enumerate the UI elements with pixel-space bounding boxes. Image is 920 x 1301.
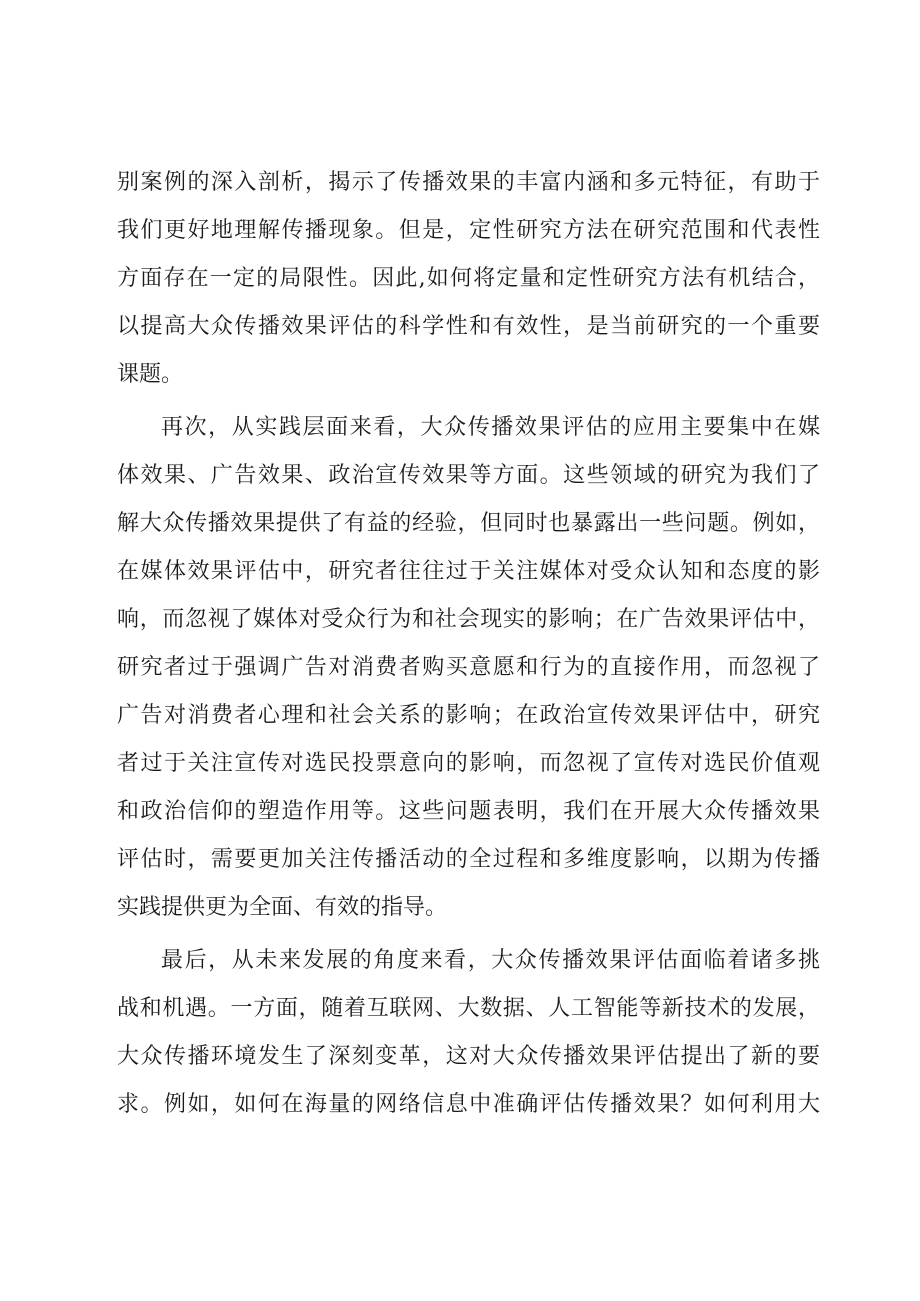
paragraph-2-line-5: 响，而忽视了媒体对受众行为和社会现实的影响；在广告效果评估中， bbox=[117, 607, 820, 632]
paragraph-3-line-1: 最后，从未来发展的角度来看，大众传播效果评估面临着诸多挑 bbox=[161, 948, 820, 973]
paragraph-2-line-10: 评估时，需要更加关注传播活动的全过程和多维度影响，以期为传播 bbox=[117, 847, 820, 872]
paragraph-2-line-1: 再次，从实践层面来看，大众传播效果评估的应用主要集中在媒 bbox=[161, 415, 820, 440]
paragraph-2-line-7: 广告对消费者心理和社会关系的影响；在政治宣传效果评估中，研究 bbox=[117, 703, 820, 728]
paragraph-2-line-3: 解大众传播效果提供了有益的经验，但同时也暴露出一些问题。例如， bbox=[117, 511, 820, 536]
paragraph-2-line-11: 实践提供更为全面、有效的指导。 bbox=[117, 895, 448, 920]
paragraph-3-line-2: 战和机遇。一方面，随着互联网、大数据、人工智能等新技术的发展， bbox=[117, 996, 820, 1021]
paragraph-2-line-9: 和政治信仰的塑造作用等。这些问题表明，我们在开展大众传播效果 bbox=[117, 799, 820, 824]
paragraph-1-line-3: 方面存在一定的局限性。因此,如何将定量和定性研究方法有机结合， bbox=[117, 266, 820, 291]
paragraph-1-line-5: 课题。 bbox=[117, 362, 184, 387]
paragraph-1-line-4: 以提高大众传播效果评估的科学性和有效性，是当前研究的一个重要 bbox=[117, 314, 820, 339]
paragraph-2-line-6: 研究者过于强调广告对消费者购买意愿和行为的直接作用，而忽视了 bbox=[117, 655, 820, 680]
paragraph-2-line-8: 者过于关注宣传对选民投票意向的影响，而忽视了宣传对选民价值观 bbox=[117, 751, 820, 776]
paragraph-2-line-2: 体效果、广告效果、政治宣传效果等方面。这些领域的研究为我们了 bbox=[117, 463, 820, 488]
paragraph-3-line-3: 大众传播环境发生了深刻变革，这对大众传播效果评估提出了新的要 bbox=[117, 1044, 820, 1069]
paragraph-3-line-4: 求。例如，如何在海量的网络信息中准确评估传播效果？如何利用大 bbox=[117, 1092, 820, 1117]
paragraph-2-line-4: 在媒体效果评估中，研究者往往过于关注媒体对受众认知和态度的影 bbox=[117, 559, 820, 584]
paragraph-1-line-2: 我们更好地理解传播现象。但是，定性研究方法在研究范围和代表性 bbox=[117, 218, 820, 243]
paragraph-1-line-1: 别案例的深入剖析，揭示了传播效果的丰富内涵和多元特征，有助于 bbox=[117, 170, 820, 195]
